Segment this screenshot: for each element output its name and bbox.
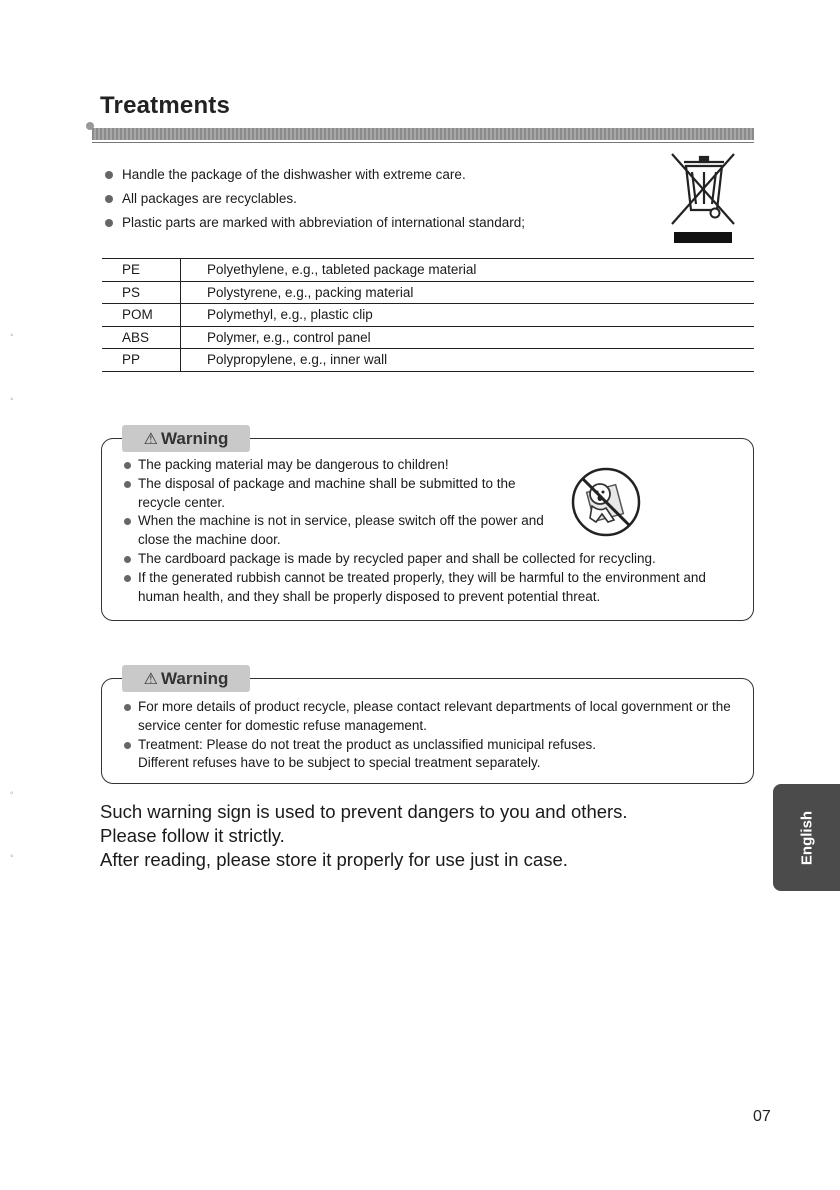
margin-mark: ◦: [10, 851, 14, 862]
warning-triangle-icon: ⚠: [143, 430, 158, 448]
warning-triangle-icon: ⚠: [143, 670, 158, 688]
table-row: [102, 326, 754, 349]
title-rule-line: [92, 142, 754, 143]
page-number: 07: [753, 1108, 771, 1125]
warning-label: [122, 425, 250, 452]
language-tab-label: English: [798, 810, 815, 865]
warning-item: The cardboard package is made by recycled paper and shall be collected for recycling.: [124, 550, 737, 569]
warning-item: The packing material may be dangerous to children!: [124, 456, 737, 475]
table-row: [102, 349, 754, 372]
warning-label: [122, 665, 250, 692]
list-item: Plastic parts are marked with abbreviation of international standard;: [104, 211, 664, 235]
margin-mark: ◦: [10, 330, 14, 341]
warning-item: [124, 475, 558, 513]
title-rule: [92, 128, 754, 140]
material-code: PE: [102, 259, 181, 282]
warning-item-text: Treatment: Please do not treat the product as unclassified municipal refuses. Different refuses have to be subject to special treatment separately.: [138, 736, 596, 771]
language-tab[interactable]: [773, 784, 840, 891]
warning-item-text: When the machine is not in service, please switch off the power and close the machine door.: [138, 513, 544, 548]
warning-list: [124, 456, 737, 606]
warning-list: [124, 698, 751, 773]
material-code: POM: [102, 304, 181, 327]
note-line: After reading, please store it properly for use just in case.: [100, 849, 568, 870]
no-children-icon: [570, 466, 642, 538]
margin-mark: ◦: [10, 788, 14, 799]
material-description: Polypropylene, e.g., inner wall: [181, 349, 755, 372]
material-code: PP: [102, 349, 181, 372]
materials-table: [102, 258, 754, 372]
list-item: All packages are recyclables.: [104, 187, 664, 211]
bleed-through-heading: [615, 48, 624, 87]
warning-label-text: Warning: [160, 668, 229, 688]
list-item: Handle the package of the dishwasher with extreme care.: [104, 163, 664, 187]
warning-item: If the generated rubbish cannot be treated properly, they will be harmful to the environment and human health, and they shall be properly disposed to prevent potential threat.: [124, 569, 737, 607]
material-description: Polymethyl, e.g., plastic clip: [181, 304, 755, 327]
crossed-out-wheelie-bin-icon: [666, 146, 740, 246]
material-description: Polymer, e.g., control panel: [181, 326, 755, 349]
material-description: Polystyrene, e.g., packing material: [181, 281, 755, 304]
note-line: Please follow it strictly.: [100, 825, 285, 846]
table-row: [102, 304, 754, 327]
table-row: [102, 281, 754, 304]
note-line: Such warning sign is used to prevent dangers to you and others.: [100, 801, 628, 822]
warning-item-text: The disposal of package and machine shall be submitted to the recycle center.: [138, 475, 516, 510]
warning-box-packaging: [101, 428, 754, 621]
material-description: Polyethylene, e.g., tableted package material: [181, 259, 755, 282]
page-title: Treatments: [100, 92, 231, 119]
material-code: PS: [102, 281, 181, 304]
warning-item: [124, 512, 568, 550]
material-code: ABS: [102, 326, 181, 349]
margin-mark: ◦: [10, 394, 14, 405]
warning-box-recycling: [101, 668, 754, 784]
intro-bullets: [104, 163, 664, 235]
warning-item: For more details of product recycle, please contact relevant departments of local government or the service center for domestic refuse management.: [124, 698, 751, 736]
warning-item: [124, 736, 608, 774]
table-row: [102, 259, 754, 282]
closing-notes: [100, 800, 628, 872]
warning-label-text: Warning: [160, 428, 229, 448]
